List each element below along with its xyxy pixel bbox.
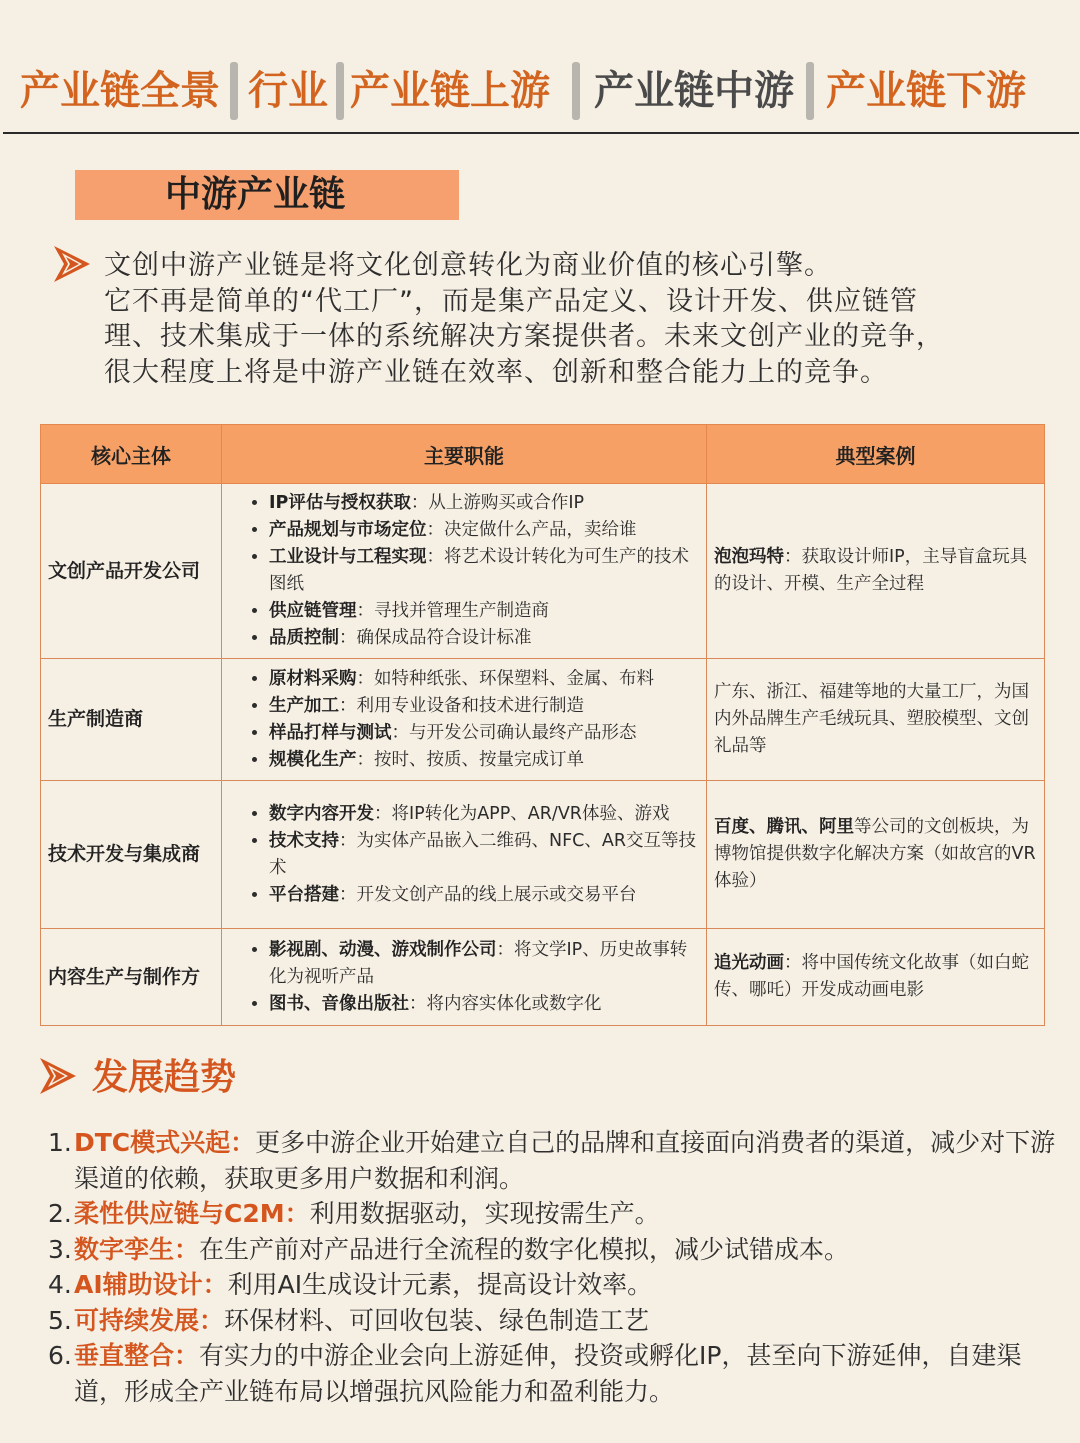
intro-line: 文创中游产业链是将文化创意转化为商业价值的核心引擎。 [104, 250, 832, 281]
function-item: • IP评估与授权获取：从上游购买或合作IP [269, 490, 699, 517]
list-item: 4. AI辅助设计：利用AI生成设计元素，提高设计效率。 [48, 1270, 653, 1299]
function-item: • 影视剧、动漫、游戏制作公司：将文学IP、历史故事转化为视听产品 [269, 937, 699, 991]
trends-list [48, 1125, 1058, 1409]
table-row [41, 929, 1045, 1026]
functions-cell [222, 659, 707, 781]
function-item: • 技术支持：为实体产品嵌入二维码、NFC、AR交互等技术 [269, 828, 699, 882]
case-cell: 广东、浙江、福建等地的大量工厂，为国内外品牌生产毛绒玩具、塑胶模型、文创礼品等 [707, 659, 1045, 781]
list-item: 6. 垂直整合：有实力的中游企业会向上游延伸，投资或孵化IP，甚至向下游延伸，自建渠道，形成全产业链布局以增强抗风险能力和盈利能力。 [48, 1341, 1022, 1406]
function-item: • 供应链管理：寻找并管理生产制造商 [269, 598, 699, 625]
entity-cell: 文创产品开发公司 [41, 484, 222, 659]
function-item: • 品质控制：确保成品符合设计标准 [269, 625, 699, 652]
trends-title: 发展趋势 [92, 1057, 237, 1098]
tab-separator [230, 62, 238, 120]
entity-cell: 生产制造商 [41, 659, 222, 781]
tab-overview[interactable]: 产业链全景 [20, 68, 220, 114]
table-row [41, 781, 1045, 929]
function-item: • 工业设计与工程实现：将艺术设计转化为可生产的技术图纸 [269, 544, 699, 598]
functions-cell [222, 484, 707, 659]
list-item: 1. DTC模式兴起：更多中游企业开始建立自己的品牌和直接面向消费者的渠道，减少对下游渠道的依赖，获取更多用户数据和利润。 [48, 1128, 1056, 1193]
intro-line: 它不再是简单的“代工厂”，而是集产品定义、设计开发、供应链管 [104, 285, 918, 317]
tab-underline [3, 132, 1079, 134]
function-item: • 平台搭建：开发文创产品的线上展示或交易平台 [269, 882, 699, 909]
function-item: • 规模化生产：按时、按质、按量完成订单 [269, 747, 699, 774]
function-item: • 样品打样与测试：与开发公司确认最终产品形态 [269, 720, 699, 747]
functions-cell [222, 781, 707, 929]
entity-cell: 内容生产与制作方 [41, 929, 222, 1026]
entity-cell: 技术开发与集成商 [41, 781, 222, 929]
functions-cell [222, 929, 707, 1026]
intro-paragraph [104, 248, 1004, 390]
list-item: 5. 可持续发展：环保材料、可回收包装、绿色制造工艺 [48, 1305, 650, 1335]
function-item: • 生产加工：利用专业设备和技术进行制造 [269, 693, 699, 720]
table-row [41, 484, 1045, 659]
table-header: 主要职能 [222, 425, 707, 484]
tab-upstream[interactable]: 产业链上游 [350, 68, 550, 114]
tab-separator [572, 62, 580, 120]
case-cell: 追光动画：将中国传统文化故事（如白蛇传、哪吒）开发成动画电影 [707, 929, 1045, 1026]
section-title: 中游产业链 [165, 174, 346, 215]
tab-downstream[interactable]: 产业链下游 [826, 68, 1026, 114]
function-item: • 原材料采购：如特种纸张、环保塑料、金属、布料 [269, 666, 699, 693]
arrow-right-icon [38, 1056, 78, 1096]
section-title-box [75, 170, 459, 220]
function-item: • 数字内容开发：将IP转化为APP、AR/VR体验、游戏 [269, 801, 699, 828]
tab-industry[interactable]: 行业 [248, 68, 328, 114]
case-cell: 泡泡玛特：获取设计师IP，主导盲盒玩具的设计、开模、生产全过程 [707, 484, 1045, 659]
list-item: 2. 柔性供应链与C2M：利用数据驱动，实现按需生产。 [48, 1199, 660, 1228]
table-header: 核心主体 [41, 425, 222, 484]
list-item: 3. 数字孪生：在生产前对产品进行全流程的数字化模拟，减少试错成本。 [48, 1234, 850, 1264]
function-item: • 产品规划与市场定位：决定做什么产品，卖给谁 [269, 517, 699, 544]
midstream-table [40, 424, 1045, 1026]
tab-midstream[interactable]: 产业链中游 [594, 68, 794, 114]
table-row [41, 659, 1045, 781]
case-cell: 百度、腾讯、阿里等公司的文创板块，为博物馆提供数字化解决方案（如故宫的VR体验） [707, 781, 1045, 929]
tab-separator [806, 62, 814, 120]
arrow-right-icon [52, 244, 92, 284]
intro-line: 很大程度上将是中游产业链在效率、创新和整合能力上的竞争。 [104, 356, 888, 388]
intro-line: 理、技术集成于一体的系统解决方案提供者。未来文创产业的竞争， [104, 321, 944, 352]
table-header: 典型案例 [707, 425, 1045, 484]
chain-nav-tabs [0, 56, 1080, 126]
tab-separator [336, 62, 344, 120]
function-item: • 图书、音像出版社：将内容实体化或数字化 [269, 991, 699, 1018]
